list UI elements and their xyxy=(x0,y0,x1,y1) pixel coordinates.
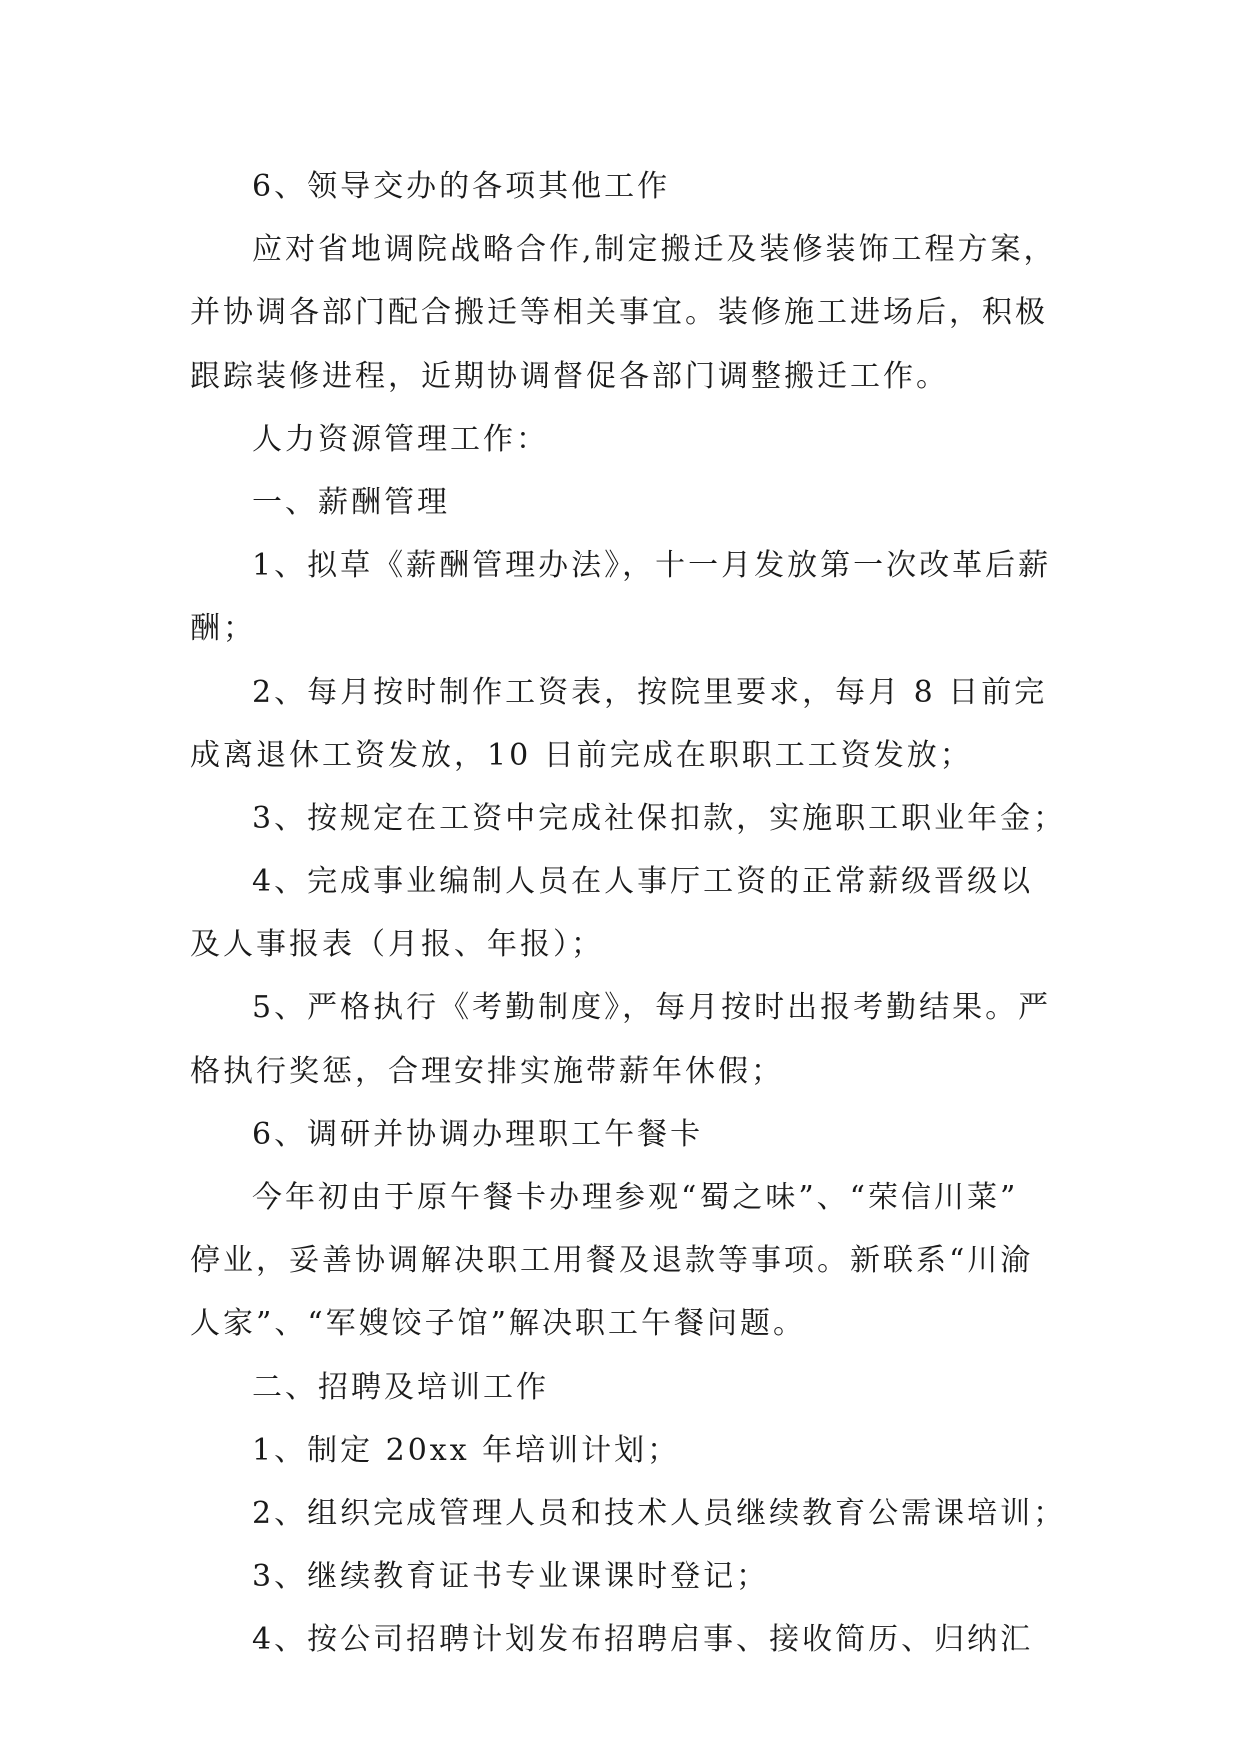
paragraph-line: 跟踪装修进程，近期协调督促各部门调整搬迁工作。 xyxy=(190,358,949,394)
paragraph-line: 3、继续教育证书专业课课时登记； xyxy=(252,1559,770,1595)
paragraph-line: 6、调研并协调办理职工午餐卡 xyxy=(252,1116,704,1152)
paragraph-line: 2、每月按时制作工资表，按院里要求，每月 8 日前完 xyxy=(252,674,1048,710)
paragraph-line: 停业，妥善协调解决职工用餐及退款等事项。新联系“川渝 xyxy=(190,1243,1034,1279)
paragraph-line: 6、领导交办的各项其他工作 xyxy=(252,169,671,204)
paragraph-line: 酬； xyxy=(190,611,256,647)
paragraph-line: 3、按规定在工资中完成社保扣款，实施职工职业年金； xyxy=(252,800,1067,836)
section-heading: 人力资源管理工作： xyxy=(252,421,549,457)
paragraph-line: 格执行奖惩，合理安排实施带薪年休假； xyxy=(190,1053,784,1089)
document-body xyxy=(190,155,1090,1672)
paragraph-line: 1、制定 20xx 年培训计划； xyxy=(252,1432,681,1468)
section-heading: 一、薪酬管理 xyxy=(252,484,450,520)
paragraph-line: 4、按公司招聘计划发布招聘启事、接收简历、归纳汇 xyxy=(252,1622,1034,1658)
paragraph-line: 人家”、“军嫂饺子馆”解决职工午餐问题。 xyxy=(190,1306,807,1342)
paragraph-line: 并协调各部门配合搬迁等相关事宜。装修施工进场后，积极 xyxy=(190,295,1048,331)
paragraph-line: 及人事报表（月报、年报）； xyxy=(190,927,604,963)
section-heading: 二、招聘及培训工作 xyxy=(252,1369,549,1405)
paragraph-line: 成离退休工资发放，10 日前完成在职职工工资发放； xyxy=(190,737,973,773)
paragraph-line: 5、严格执行《考勤制度》，每月按时出报考勤结果。严 xyxy=(252,990,1052,1026)
paragraph-line: 今年初由于原午餐卡办理参观“蜀之味”、“荣信川菜” xyxy=(252,1180,1019,1215)
paragraph-line: 1、拟草《薪酬管理办法》，十一月发放第一次改革后薪 xyxy=(252,548,1052,584)
paragraph-line: 2、组织完成管理人员和技术人员继续教育公需课培训； xyxy=(252,1495,1067,1531)
paragraph-line: 应对省地调院战略合作,制定搬迁及装修装饰工程方案， xyxy=(252,232,1057,268)
paragraph-line: 4、完成事业编制人员在人事厅工资的正常薪级晋级以 xyxy=(252,864,1034,900)
